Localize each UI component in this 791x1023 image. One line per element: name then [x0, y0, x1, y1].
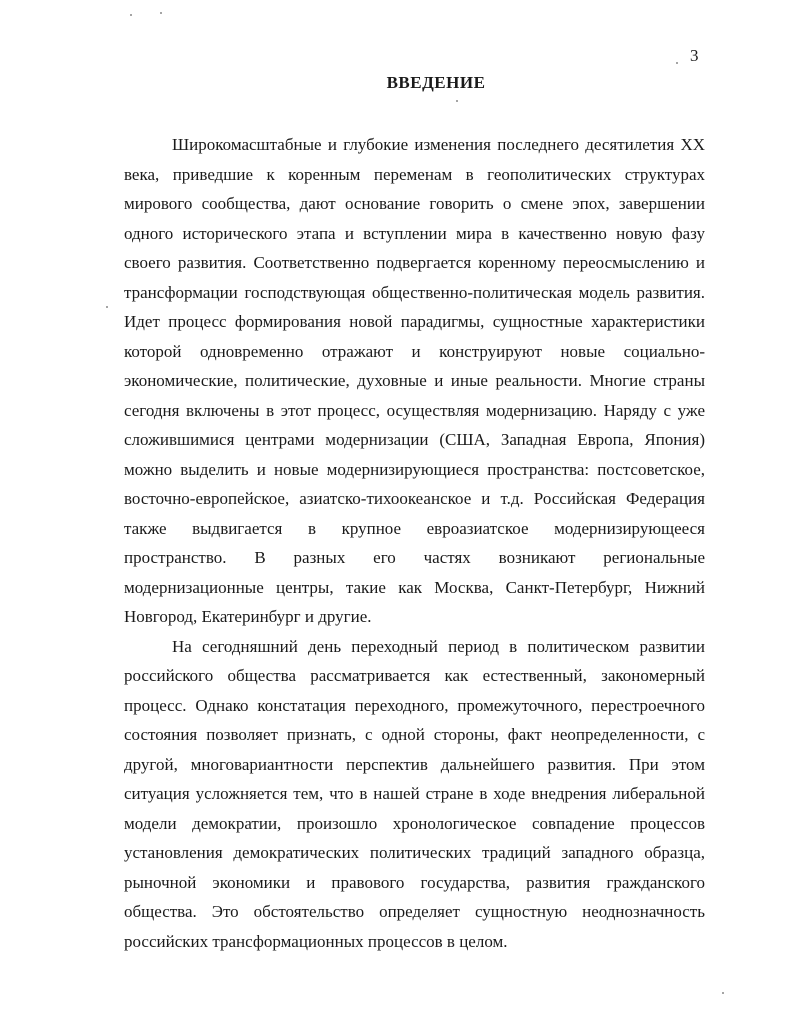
- scan-speck: [722, 992, 724, 994]
- scan-speck: [456, 100, 458, 102]
- scan-speck: [130, 14, 132, 16]
- paragraph-1: Широкомасштабные и глубокие изменения последнего десятилетия XX века, приведшие к коренным переменам в геополитических структурах мирового сообщества, дают основание говорить о смене эпох, завершении одного исторического этапа и вступлении мира в качественно новую фазу своего развития. Соответственно подвергается коренному переосмыслению и трансформации господствующая общественно-политическая модель развития. Идет процесс формирования новой парадигмы, сущностные характеристики которой одновременно отражают и конструируют новые социально-экономические, политические, духовные и иные реальности. Многие страны сегодня включены в этот процесс, осуществляя модернизацию. Наряду с уже сложившимися центрами модернизации (США, Западная Европа, Япония) можно выделить и новые модернизирующиеся пространства: постсоветское, восточно-европейское, азиатско-тихоокеанское и т.д. Российская Федерация также выдвигается в крупное евроазиатское модернизирующееся пространство. В разных его частях возникают региональные модернизационные центры, такие как Москва, Санкт-Петербург, Нижний Новгород, Екатеринбург и другие.: [124, 135, 705, 626]
- page-number: 3: [690, 46, 699, 65]
- scan-speck: [160, 12, 162, 14]
- paragraph-2: На сегодняшний день переходный период в политическом развитии российского общества рассматривается как естественный, закономерный процесс. Однако констатация переходного, промежуточного, перестроечного состояния позволяет признать, с одной стороны, факт неопределенности, с другой, многовариантности перспектив дальнейшего развития. При этом ситуация усложняется тем, что в нашей стране в ходе внедрения либеральной модели демократии, произошло хронологическое совпадение процессов установления демократических политических традиций западного образца, рыночной экономики и правового государства, развития гражданского общества. Это обстоятельство определяет сущностную неоднозначность российских трансформационных процессов в целом.: [124, 636, 705, 951]
- page-title: ВВЕДЕНИЕ: [386, 73, 486, 92]
- scan-speck: [676, 62, 678, 64]
- body-text: [124, 130, 705, 956]
- scan-speck: [106, 306, 108, 308]
